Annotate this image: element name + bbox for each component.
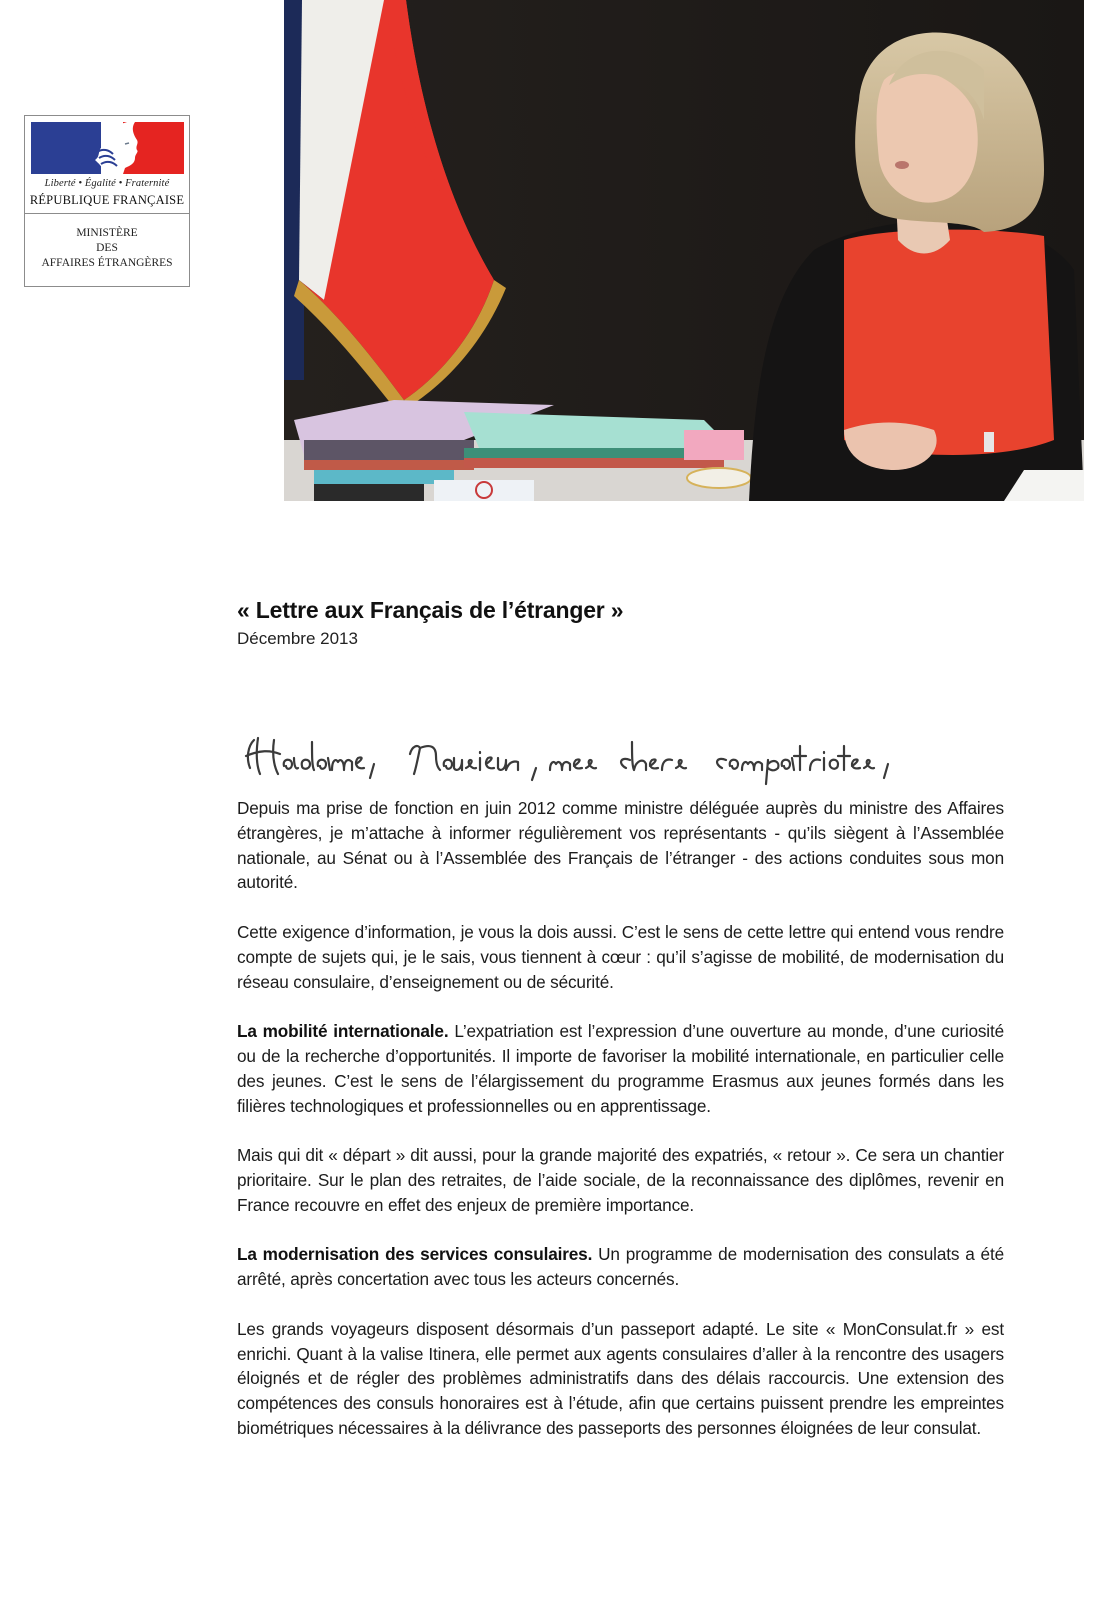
paragraph-text: Mais qui dit « départ » dit aussi, pour la grande majorité des expatriés, « retour ». Ce sera un chantier prioritaire. Sur le plan des retraites, de l’aide sociale, de la reconnaissance des diplômes, revenir en France recouvre en effet des enjeux de première importance. (237, 1145, 1004, 1215)
paragraph-retour (237, 1143, 1004, 1217)
paragraph-text: L’expatriation est l’expression d’une ouverture au monde, d’une curiosité ou de la recherche d’opportunités. Il importe de favoriser la mobilité internationale, en particulier celle des jeunes. C’est le sens de l’élargissement du programme Erasmus aux jeunes formés dans les filières technologiques et professionnelles ou en apprentissage. (237, 1021, 1005, 1116)
paragraph-modernisation (237, 1242, 1004, 1292)
ministry-line-2: DES (96, 242, 118, 254)
logo-divider (25, 213, 189, 214)
republique-francaise-logo (24, 115, 190, 287)
paragraph-voyageurs (237, 1317, 1004, 1441)
marianne-profile-icon (95, 122, 149, 174)
logo-motto: Liberté • Égalité • Fraternité (44, 178, 170, 189)
letter-title: « Lettre aux Français de l’étranger » (237, 597, 624, 623)
paragraph-heading-mobilite: La mobilité internationale. (237, 1021, 449, 1042)
ministry-line-1: MINISTÈRE (76, 227, 138, 239)
logo-republic-name: RÉPUBLIQUE FRANÇAISE (29, 193, 185, 207)
handwriting-salutation-icon (240, 728, 900, 788)
logo-ministry-name (25, 226, 189, 271)
paragraph-text: Les grands voyageurs disposent désormais d’un passeport adapté. Le site « MonConsulat.fr » est enrichi. Quant à la valise Itinera, elle permet aux agents consulaires d’aller à la rencontre des usagers éloignés et de régler des problèmes administratifs dans des délais raccourcis. Une extension des compétences des consuls honoraires est à l’étude, afin que certains puissent prendre les empreintes biométriques nécessaires à la délivrance des passeports des personnes éloignées de leur consulat. (237, 1318, 1004, 1438)
letter-body (237, 796, 1004, 1466)
photo-illustration (284, 0, 1084, 501)
minister-photo (284, 0, 1084, 501)
paragraph-information (237, 920, 1004, 994)
ministry-line-3: AFFAIRES ÉTRANGÈRES (41, 257, 173, 269)
paragraph-text: Un programme de modernisation des consulats a été arrêté, après concertation avec tous les acteurs concernés. (237, 1244, 1005, 1290)
letter-date: Décembre 2013 (237, 629, 358, 648)
handwritten-salutation (240, 728, 900, 788)
paragraph-text: Cette exigence d’information, je vous la dois aussi. C’est le sens de cette lettre qui entend vous rendre compte de sujets qui, je le sais, vous tiennent à cœur : qu’il s’agisse de mobilité, de modernisation du réseau consulaire, d’enseignement ou de sécurité. (237, 921, 1004, 992)
paragraph-text: Depuis ma prise de fonction en juin 2012 comme ministre déléguée auprès du ministre des Affaires étrangères, je m’attache à informer régulièrement vos représentants - qu’ils siègent à l’Assemblée nationale, au Sénat ou à l’Assemblée des Français de l’étranger - des actions conduites sous mon autorité. (237, 798, 1004, 893)
paragraph-heading-modernisation: La modernisation des services consulaires. (237, 1244, 593, 1265)
paragraph-intro (237, 796, 1004, 895)
paragraph-mobilite (237, 1019, 1004, 1118)
